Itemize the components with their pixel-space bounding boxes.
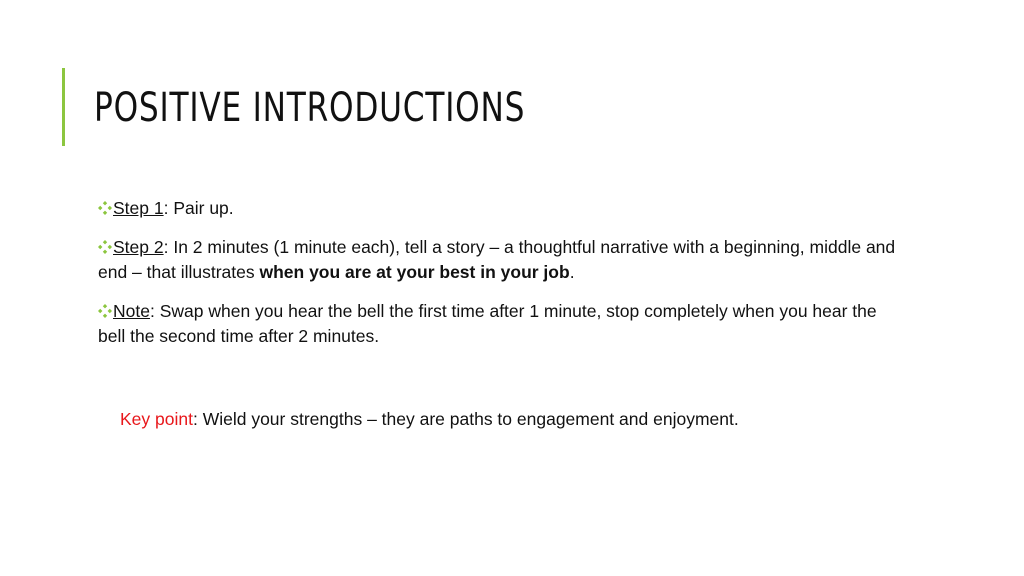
bullet-label: Step 2 xyxy=(113,237,164,257)
bullet-note xyxy=(96,299,896,349)
bullet-separator: : xyxy=(163,198,169,218)
bullet-step-1 xyxy=(96,196,896,221)
bullet-emphasis: when you are at your best in your job xyxy=(259,262,570,282)
diamond-bullet-icon xyxy=(98,304,112,318)
key-point xyxy=(120,407,739,432)
bullet-end: . xyxy=(569,262,575,282)
slide-title: POSITIVE INTRODUCTIONS xyxy=(94,85,526,131)
key-point-text: Wield your strengths – they are paths to engagement and enjoyment. xyxy=(197,409,739,429)
key-point-separator: : xyxy=(192,409,198,429)
bullet-list xyxy=(96,196,896,363)
bullet-text: In 2 minutes (1 minute each), tell a story – a thoughtful narrative with a beginning, middle and end – that illustrates xyxy=(98,237,896,282)
bullet-step-2 xyxy=(96,235,896,285)
bullet-text: Pair up. xyxy=(168,198,234,218)
bullet-label: Step 1 xyxy=(113,198,164,218)
bullet-separator: : xyxy=(149,301,155,321)
bullet-label: Note xyxy=(113,301,150,321)
diamond-bullet-icon xyxy=(98,240,112,254)
key-point-label: Key point xyxy=(120,409,193,429)
title-accent-bar xyxy=(62,68,65,146)
bullet-separator: : xyxy=(163,237,169,257)
bullet-text: Swap when you hear the bell the first time after 1 minute, stop completely when you hear the bell the second time after 2 minutes. xyxy=(98,301,877,346)
diamond-bullet-icon xyxy=(98,201,112,215)
